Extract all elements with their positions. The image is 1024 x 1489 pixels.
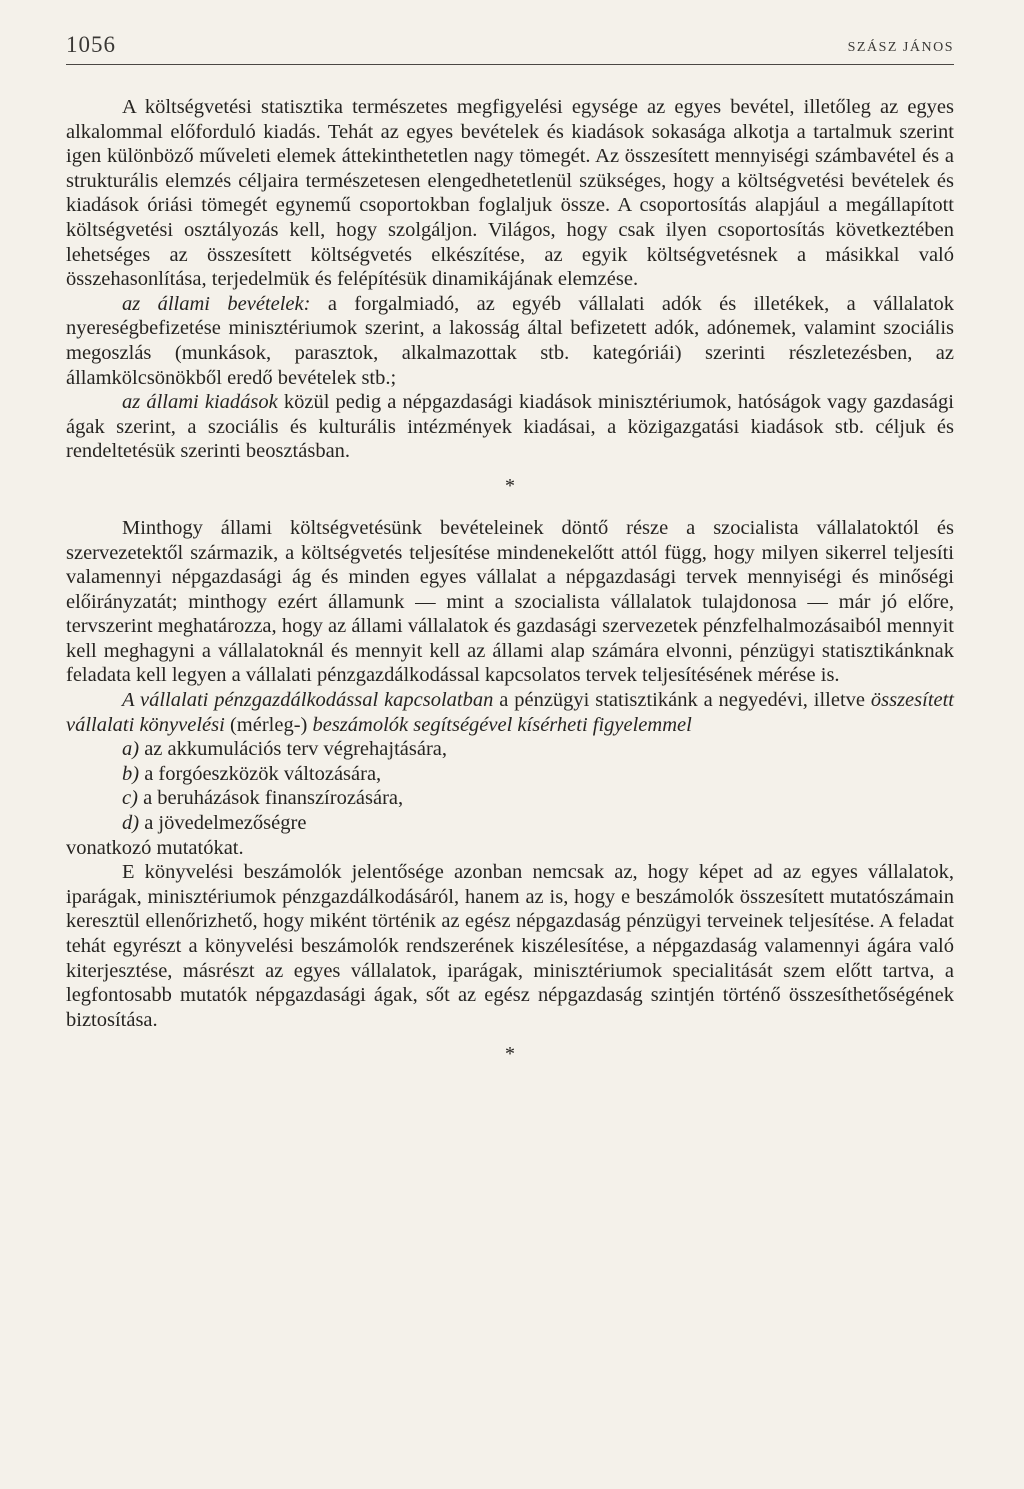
page-header [66,28,954,65]
term-state-revenues: az állami bevételek: [122,292,311,315]
paragraph-state-revenues: az állami bevételek: a forgalmiadó, az egyéb vállalati adók és illetékek, a vállalatok nyereségbefizetése minisztériumok szerint, a lakosság által befizetett adók, adónemek, valamint szociális megoszlás (munkások, parasztok, alkalmazottak stb. kategóriái) szerinti részletezésben, az államkölcsönökből eredő bevételek stb.; [66,292,954,389]
section-separator: * [505,474,515,497]
list-item: d) a jövedelmezőségre [122,812,307,835]
section-separator: * [505,1043,515,1066]
paragraph-report-significance: E könyvelési beszámolók jelentősége azonban nemcsak az, hogy képet ad az egyes vállalatok, iparágak, minisztériumok pénzgazdálkodásáról, hanem az is, hogy e beszámolók összesített mutatószámain keresztül ellenőrizhető, hogy miként történik az egész népgazdaság pénzügyi terveinek teljesítése. A feladat tehát egyrészt a könyvelési beszámolók rendszerének kiszélesítése, a népgazdaság valamennyi ágára való kiterjesztése, másrészt az egyes vállalatok, iparágak, minisztériumok specialitását szem előtt tartva, a legfontosabb mutatók népgazdasági ágak, sőt az egész népgazdaság szintjén történő összesíthetőségének biztosítása. [66,861,954,1031]
paragraph-indicators: vonatkozó mutatókat. [66,836,244,859]
list-item: a) az akkumulációs terv végrehajtására, [122,738,447,761]
list-item: c) a beruházások finanszírozására, [122,787,404,810]
page-number: 1056 [66,32,116,57]
paragraph-state-expenditures: az állami kiadások közül pedig a népgazdasági kiadások minisztériumok, hatóságok vagy gazdasági ágak szerint, a szociális és kulturális intézmények kiadásai, a közigazgatási kiadások stb. céljuk és rendeltetésük szerinti beosztásban. [66,391,954,463]
term-state-expenditures: az állami kiadások [122,391,278,414]
body-text [66,95,954,1066]
paragraph-enterprise-finance: Minthogy állami költségvetésünk bevételeinek döntő része a szocialista vállalatoktól és szervezetektől származik, a költségvetés teljesítése mindenekelőtt attól függ, hogy milyen sikerrel teljesíti valamennyi népgazdasági ág és minden egyes vállalat a népgazdasági tervek mennyiségi és minőségi előirányzatát; minthogy ezért államunk — mint a szocialista vállalatok tulajdonosa — már jó előre, tervszerint meghatározza, hogy az állami vállalatok és gazdasági szervezetek pénzfelhalmozásaiból mennyit kell meghagyni a vállalatoknál és mennyit kell az állami alap számára elvonni, pénzügyi statisztikánknak feladata kell legyen a vállalati pénzgazdálkodással kapcsolatos tervek teljesítésének mérése is. [66,516,954,687]
list-item: b) a forgóeszközök változására, [122,762,382,785]
paragraph-budget-statistics: A költségvetési statisztika természetes megfigyelési egysége az egyes bevétel, illetőleg az egyes alkalommal előforduló kiadás. Tehát az egyes bevételek és kiadások sokasága alkotja a tartalmuk szerint igen különböző műveleti elemek áttekinthetetlen nagy tömegét. Az összesített mennyiségi számbavétel és a strukturális elemzés céljaira természetesen elengedhetetlenül szükséges, hogy a költségvetési bevételek és kiadások óriási tömegét egynemű csoportokban foglaljuk össze. A csoportosítás alapjául a megállapított költségvetési osztályozás kell, hogy szolgáljon. Világos, hogy csak ilyen csoportosítás következtében lehetséges az összesített költségvetés elkészítése, az egyik költségvetésnek a másikkal való összehasonlítása, terjedelmük és felépítésük dinamikájának elemzése. [66,96,954,291]
paragraph-bookkeeping-reports: A vállalati pénzgazdálkodással kapcsolatban a pénzügyi statisztikánk a negyedévi, illetve összesített vállalati könyvelési (mérleg-) beszámolók segítségével kísérheti figyelemmel [66,689,955,736]
running-head: SZÁSZ JÁNOS [847,40,954,55]
